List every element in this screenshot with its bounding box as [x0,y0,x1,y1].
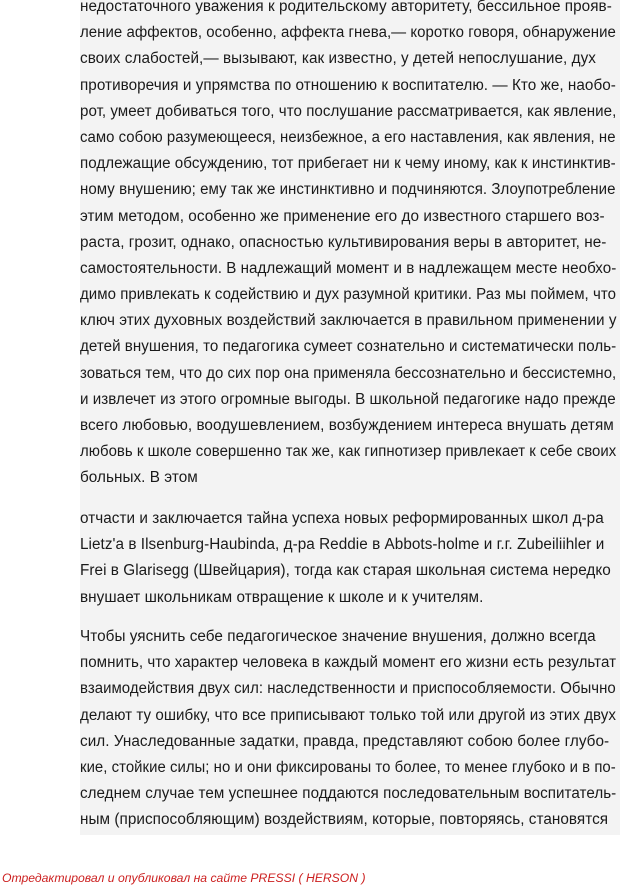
text-line: ключ этих духовных воздействий заключается в правильном применении у [80,312,617,330]
text-line: недостаточного уважения к родительскому авторитету, бессильное прояв- [80,0,612,15]
paragraph-2 [80,506,620,611]
text-line: этим методом, особенно же применение его до известного старшего воз- [80,207,605,225]
footer-credit: Отредактировал и опубликовал на сайте PRESSI ( HERSON ) [2,871,366,885]
text-line: ному внушению; ему так же инстинктивно и подчиняются. Злоупотребление [80,181,616,199]
text-line: и извлечет из этого огромные выгоды. В школьной педагогике надо прежде [80,390,616,408]
text-line: всего любовью, воодушевлением, возбуждением интереса внушать детям [80,417,614,434]
text-line: само собою разумеющееся, неизбежное, а его наставления, как явления, не [80,128,616,146]
text-line: димо привлекать к содействию и дух разумной критики. Раз мы поймем, что [80,286,617,304]
text-line: Lietz'a в Ilsenburg-Haubinda, д-ра Reddie в Abbots-holme и г.г. Zubeiliihler и [80,536,605,554]
text-line: противоречия и упрямства по отношению к воспитателю. — Кто же, наобо- [80,76,616,94]
paragraph-1 [80,0,620,492]
text-line: ным (приспособляющим) воздействиям, которые, повторяясь, становятся [80,811,609,829]
text-line: ление аффектов, особенно, аффекта гнева,— коротко говоря, обнаружение [80,24,616,42]
text-line: Frei в Glarisegg (Швейцария), тогда как старая школьная система нередко [80,562,611,580]
text-line: следнем случае тем успешнее поддаются последовательным воспитатель- [80,785,617,803]
text-line: детей внушения, то педагогика сумеет сознательно и систематически поль- [80,338,617,356]
text-line: любовь к школе совершенно так же, как гипнотизер привлекает к себе своих [80,443,617,461]
text-line: взаимодействия двух сил: наследственности и приспособляемости. Обычно [80,680,616,698]
text-line: самостоятельности. В надлежащий момент и в надлежащем месте необхо- [80,259,617,277]
text-line: зоваться тем, что до сих пор она применяла бессознательно и бессистемно, [80,364,617,382]
text-line: рот, умеет добиваться того, что послушание рассматривается, как явление, [80,102,617,120]
text-line: больных. В этом [80,469,198,487]
text-line: делают ту ошибку, что все приписывают только той или другой из этих двух [80,706,617,724]
text-line: сил. Унаследованные задатки, правда, представляют собою более глубо- [80,732,610,750]
text-line: кие, стойкие силы; но и они фиксированы то более, то менее глубоко и в по- [80,758,616,776]
text-line: внушает школьникам отвращение к школе и к учителям. [80,588,484,606]
text-line: подлежащие обсуждению, тот прибегает ни к чему иному, как к инстинктив- [80,155,616,173]
text-line: Чтобы уяснить себе педагогическое значение внушения, должно всегда [80,628,596,645]
text-line: помнить, что характер человека в каждый момент его жизни есть результат [80,654,617,672]
text-line: раста, грозит, однако, опасностью культивирования веры в авторитет, не- [80,233,607,251]
text-line: отчасти и заключается тайна успеха новых реформированных школ д-ра [80,510,604,527]
text-line: своих слабостей,— вызывают, как известно, у детей непослушание, дух [80,50,596,68]
paragraph-3 [80,624,620,834]
